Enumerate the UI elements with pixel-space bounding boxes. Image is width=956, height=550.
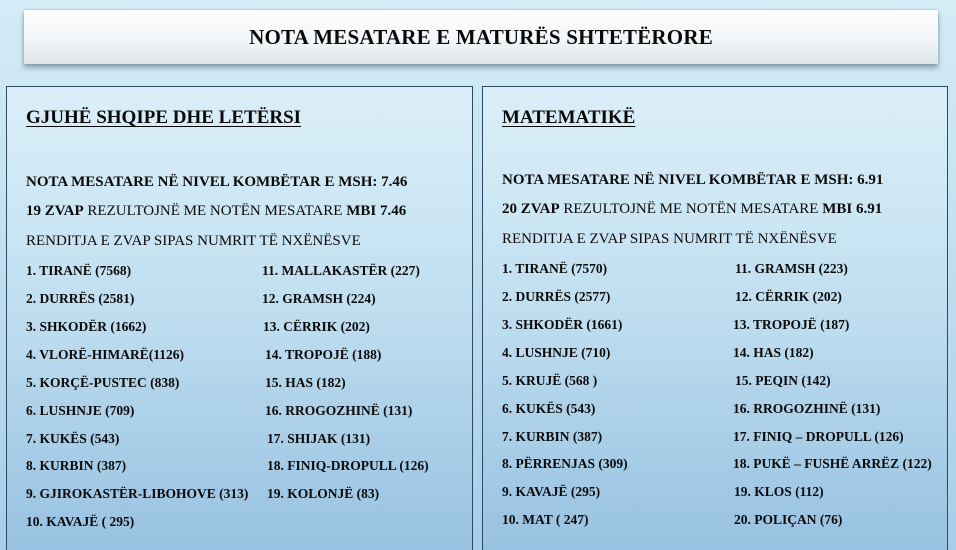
list-item: 18. FINIQ-DROPULL (126) (267, 458, 429, 473)
ranking-label: RENDITJA E ZVAP SIPAS NUMRIT TË NXËNËSVE (26, 233, 361, 249)
list-item: 16. RROGOZHINË (131) (733, 401, 881, 416)
list-item: 13. CËRRIK (202) (263, 319, 370, 334)
list-item: 4. VLORË-HIMARË(1126) (26, 347, 185, 362)
list-item: 4. LUSHNJE (710) (502, 345, 611, 360)
above-average-line (26, 203, 406, 220)
list-item: 16. RROGOZHINË (131) (265, 403, 413, 418)
above-threshold: MBI 6.91 (822, 201, 883, 217)
list-item: 6. KUKËS (543) (502, 401, 596, 416)
list-item: 8. PËRRENJAS (309) (502, 456, 628, 471)
subject-title: MATEMATIKË (502, 107, 636, 128)
list-item: 5. KORÇË-PUSTEC (838) (26, 375, 180, 390)
national-average: NOTA MESATARE NË NIVEL KOMBËTAR E MSH: 6.91 (502, 172, 884, 188)
list-item: 18. PUKË – FUSHË ARRËZ (122) (733, 456, 932, 471)
panel-language (6, 86, 473, 550)
page-title: NOTA MESATARE E MATURËS SHTETËRORE (249, 24, 713, 49)
list-item: 20. POLIÇAN (76) (734, 512, 843, 527)
above-threshold: MBI 7.46 (346, 203, 407, 219)
list-item: 8. KURBIN (387) (26, 458, 127, 473)
list-item: 7. KUKËS (543) (26, 431, 120, 446)
list-item: 10. KAVAJË ( 295) (26, 514, 135, 529)
list-item: 7. KURBIN (387) (502, 429, 603, 444)
list-item: 17. FINIQ – DROPULL (126) (733, 429, 904, 444)
national-average: NOTA MESATARE NË NIVEL KOMBËTAR E MSH: 7.46 (26, 174, 408, 190)
list-item: 5. KRUJË (568 ) (502, 373, 598, 388)
ranking-label: RENDITJA E ZVAP SIPAS NUMRIT TË NXËNËSVE (502, 231, 837, 247)
above-text: REZULTOJNË ME NOTËN MESATARE (83, 203, 347, 219)
list-item: 19. KLOS (112) (734, 484, 824, 499)
list-item: 2. DURRËS (2577) (502, 289, 611, 304)
list-item: 15. HAS (182) (265, 375, 346, 390)
list-item: 10. MAT ( 247) (502, 512, 589, 527)
list-item: 13. TROPOJË (187) (733, 317, 850, 332)
list-item: 9. KAVAJË (295) (502, 484, 601, 499)
list-item: 19. KOLONJË (83) (267, 486, 380, 501)
panel-math (482, 86, 948, 550)
list-item: 14. TROPOJË (188) (265, 347, 382, 362)
above-count: 19 ZVAP (26, 203, 84, 219)
list-item: 1. TIRANË (7570) (502, 261, 608, 276)
list-item: 2. DURRËS (2581) (26, 291, 135, 306)
above-average-line (502, 201, 882, 218)
list-item: 12. GRAMSH (224) (262, 291, 376, 306)
list-item: 3. SHKODËR (1662) (26, 319, 147, 334)
above-text: REZULTOJNË ME NOTËN MESATARE (559, 201, 823, 217)
above-count: 20 ZVAP (502, 201, 560, 217)
list-item: 1. TIRANË (7568) (26, 263, 132, 278)
list-item: 11. GRAMSH (223) (735, 261, 848, 276)
list-item: 15. PEQIN (142) (735, 373, 831, 388)
title-banner (24, 10, 938, 64)
list-item: 3. SHKODËR (1661) (502, 317, 623, 332)
list-item: 9. GJIROKASTËR-LIBOHOVE (313) (26, 486, 249, 501)
list-item: 11. MALLAKASTËR (227) (262, 263, 420, 278)
list-item: 17. SHIJAK (131) (267, 431, 371, 446)
list-item: 12. CËRRIK (202) (735, 289, 842, 304)
list-item: 14. HAS (182) (733, 345, 814, 360)
subject-title: GJUHË SHQIPE DHE LETËRSI (26, 107, 302, 128)
list-item: 6. LUSHNJE (709) (26, 403, 135, 418)
